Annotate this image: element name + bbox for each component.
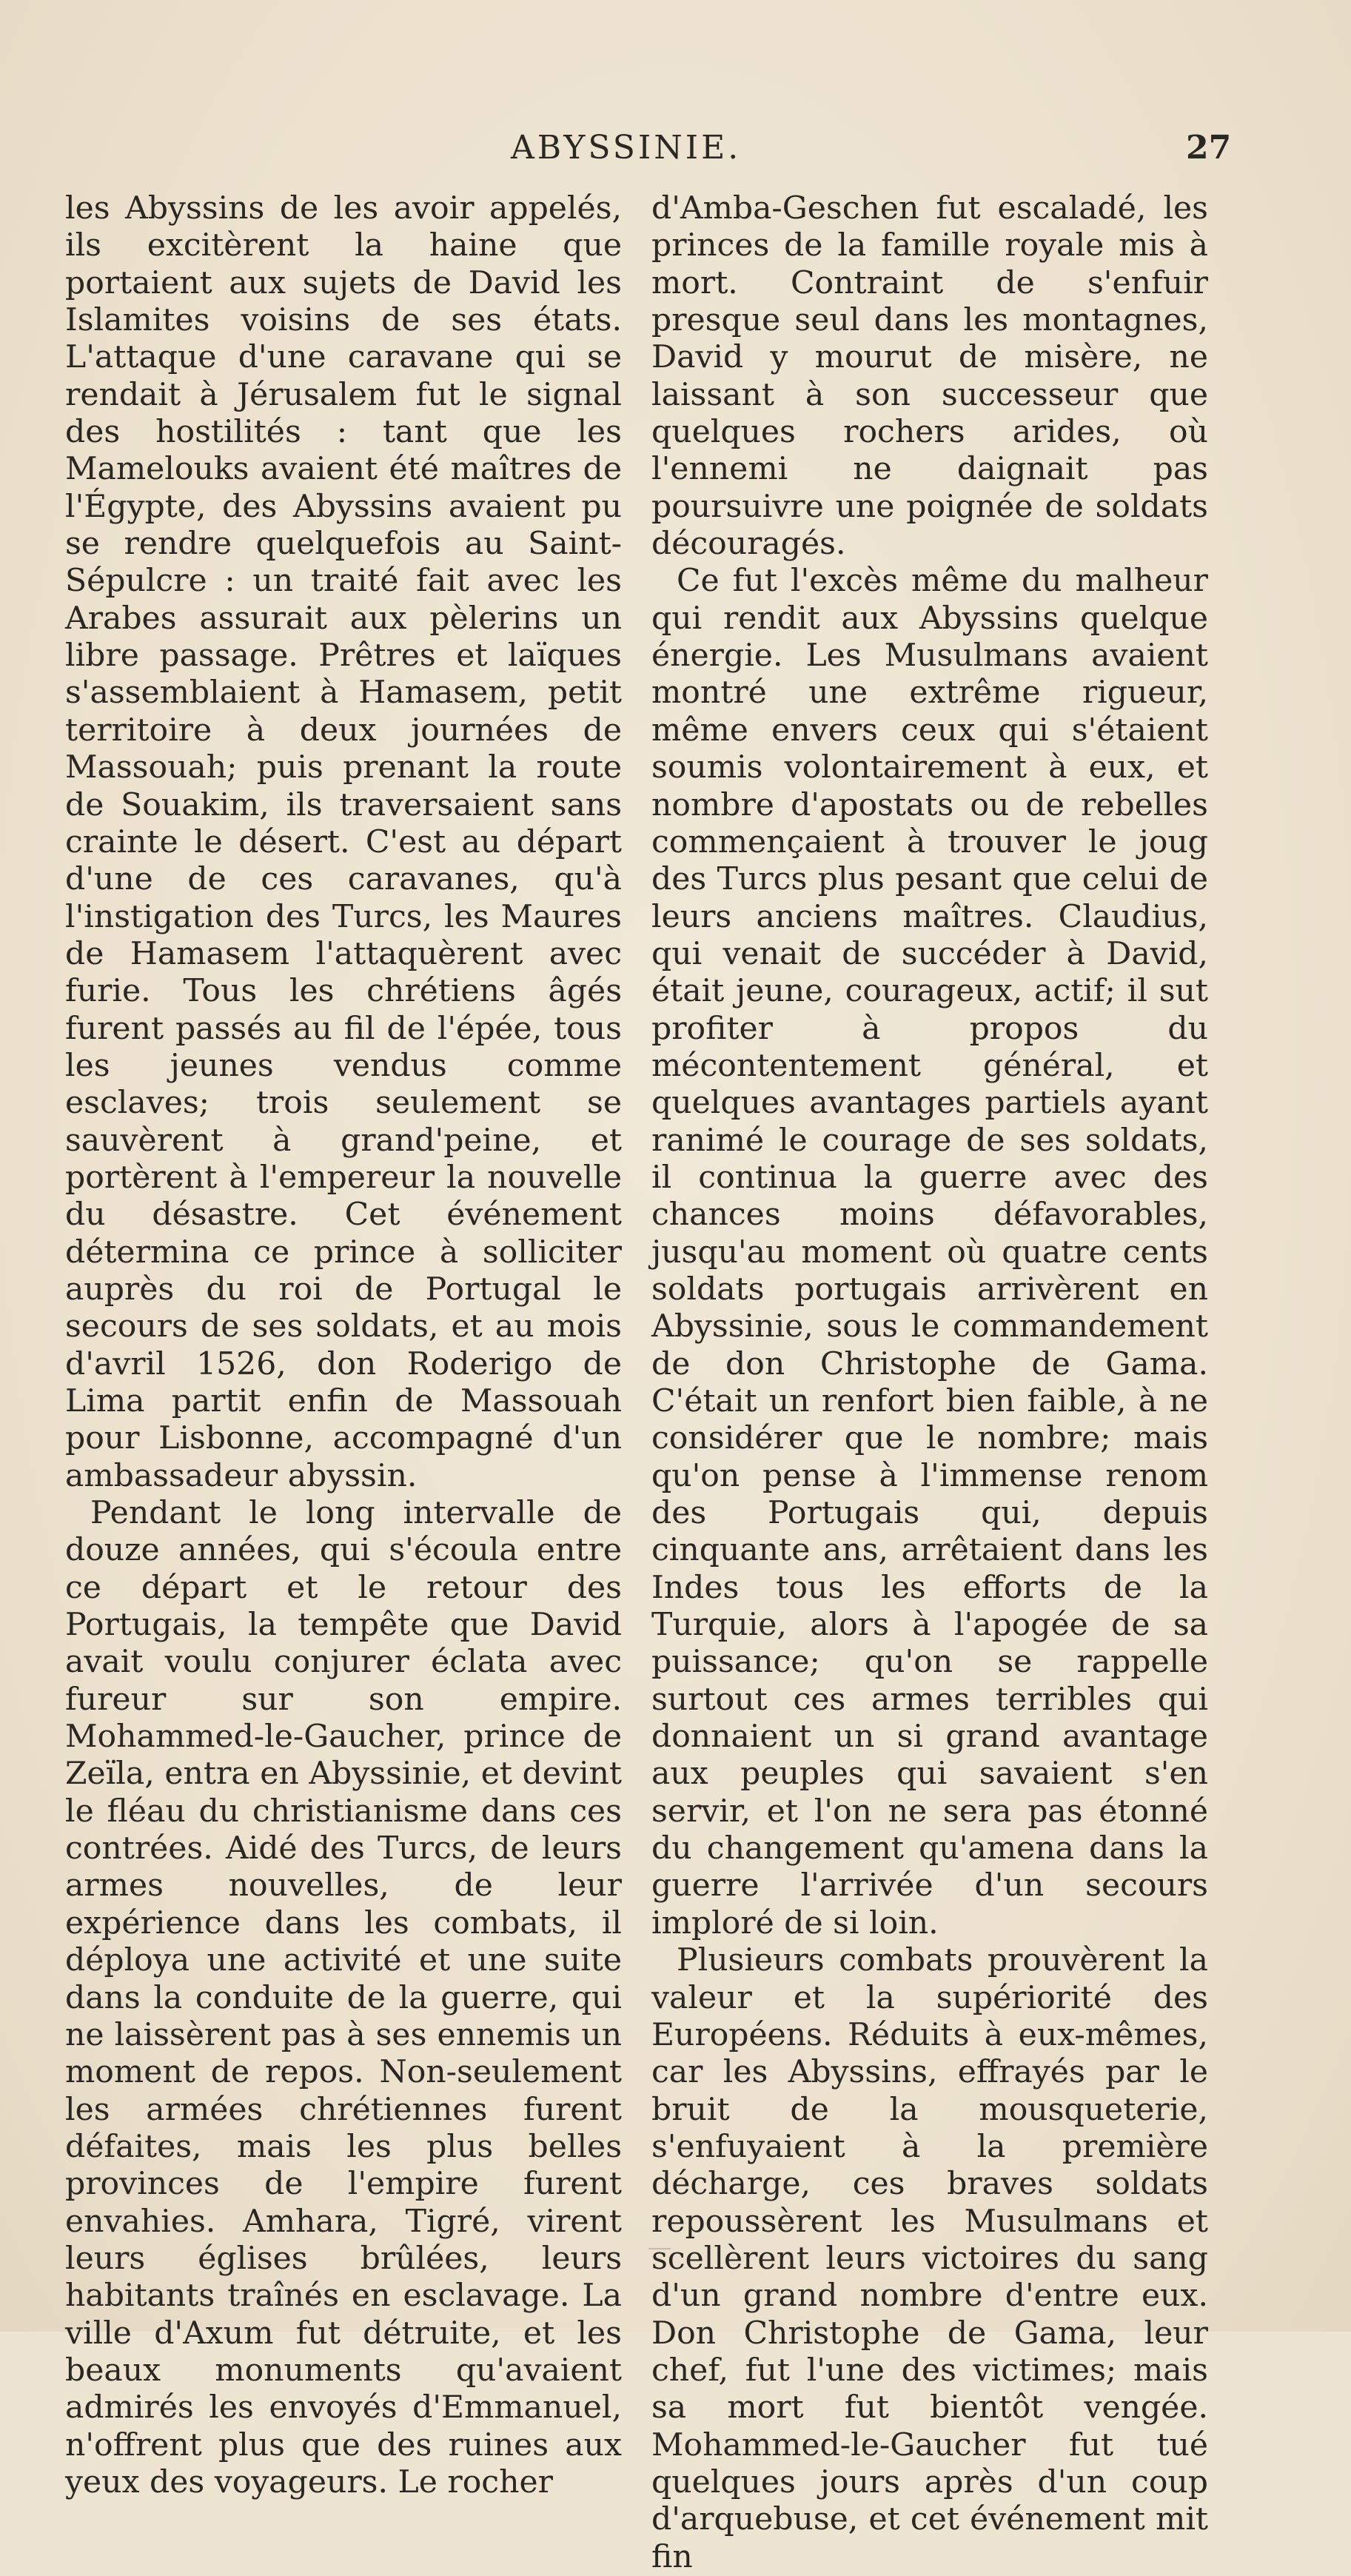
running-head (0, 126, 1351, 170)
paragraph: Ce fut l'excès même du malheur qui rendit aux Abyssins quelque énergie. Les Musulmans avaient montré une extrême rigueur, même envers ceux qui s'étaient soumis volontairement à eux, et nombre d'apostats ou de rebelles commençaient à trouver le joug des Turcs plus pesant que celui de leurs anciens maîtres. Claudius, qui venait de succéder à David, était jeune, courageux, actif; il sut profiter à propos du mécontentement général, et quelques avantages partiels ayant ranimé le courage de ses soldats, il continua la guerre avec des chances moins défavorables, jusqu'au moment où quatre cents soldats portugais arrivèrent en Abyssinie, sous le commandement de don Christophe de Gama. C'était un renfort bien faible, à ne considérer que le nombre; mais qu'on pense à l'immense renom des Portugais qui, depuis cinquante ans, arrêtaient dans les Indes tous les efforts de la Turquie, alors à l'apogée de sa puissance; qu'on se rappelle surtout ces armes terribles qui donnaient un si grand avantage aux peuples qui savaient s'en servir, et l'on ne sera pas étonné du changement qu'amena dans la guerre l'arrivée d'un secours imploré de si loin. (651, 563, 1208, 1941)
paragraph: les Abyssins de les avoir appelés, ils excitèrent la haine que portaient aux sujets de David les Islamites voisins de ses états. L'attaque d'une caravane qui se rendait à Jérusalem fut le signal des hostilités : tant que les Mamelouks avaient été maîtres de l'Égypte, des Abyssins avaient pu se rendre quelquefois au Saint-Sépulcre : un traité fait avec les Arabes assurait aux pèlerins un libre passage. Prêtres et laïques s'assemblaient à Hamasem, petit territoire à deux journées de Massouah; puis prenant la route de Souakim, ils traversaient sans crainte le désert. C'est au départ d'une de ces caravanes, qu'à l'instigation des Turcs, les Maures de Hamasem l'attaquèrent avec furie. Tous les chrétiens âgés furent passés au fil de l'épée, tous les jeunes vendus comme esclaves; trois seulement se sauvèrent à grand'peine, et portèrent à l'empereur la nouvelle du désastre. Cet événement détermina ce prince à solliciter auprès du roi de Portugal le secours de ses soldats, et au mois d'avril 1526, don Roderigo de Lima partit enfin de Massouah pour Lisbonne, accompagné d'un ambassadeur abyssin. (65, 190, 622, 1494)
running-title: ABYSSINIE. (511, 129, 742, 167)
paragraph: Pendant le long intervalle de douze années, qui s'écoula entre ce départ et le retour des Portugais, la tempête que David avait voulu conjurer éclata avec fureur sur son empire. Mohammed-le-Gaucher, prince de Zeïla, entra en Abyssinie, et devint le fléau du christianisme dans ces contrées. Aidé des Turcs, de leurs armes nouvelles, de leur expérience dans les combats, il déploya une activité et une suite dans la conduite de la guerre, qui ne laissèrent pas à ses ennemis un moment de repos. Non-seulement les armées chrétiennes furent défaites, mais les plus belles provinces de l'empire furent envahies. Amhara, Tigré, virent leurs églises brûlées, leurs habitants traînés en esclavage. La ville d'Axum fut détruite, et les beaux monuments qu'avaient admirés les envoyés d'Emmanuel, n'offrent plus que des ruines aux yeux des voyageurs. Le rocher (65, 1495, 622, 2500)
paragraph: Plusieurs combats prouvèrent la valeur et la supériorité des Européens. Réduits à eux-mêmes, car les Abyssins, effrayés par le bruit de la mousqueterie, s'enfuyaient à la première décharge, ces braves soldats repoussèrent les Musulmans et scellèrent leurs victoires du sang d'un grand nombre d'entre eux. Don Christophe de Gama, leur chef, fut l'une des victimes; mais sa mort fut bientôt vengée. Mohammed-le-Gaucher fut tué quelques jours après d'un coup d'arquebuse, et cet événement mit fin (651, 1942, 1208, 2575)
bottom-printer-mark (648, 2248, 671, 2250)
paragraph: d'Amba-Geschen fut escaladé, les princes de la famille royale mis à mort. Contraint de s'enfuir presque seul dans les montagnes, David y mourut de misère, ne laissant à son successeur que quelques rochers arides, où l'ennemi ne daignait pas poursuivre une poignée de soldats découragés. (651, 190, 1208, 563)
left-column (65, 190, 622, 2501)
page-number: 27 (1186, 129, 1232, 167)
right-column (651, 190, 1208, 2576)
